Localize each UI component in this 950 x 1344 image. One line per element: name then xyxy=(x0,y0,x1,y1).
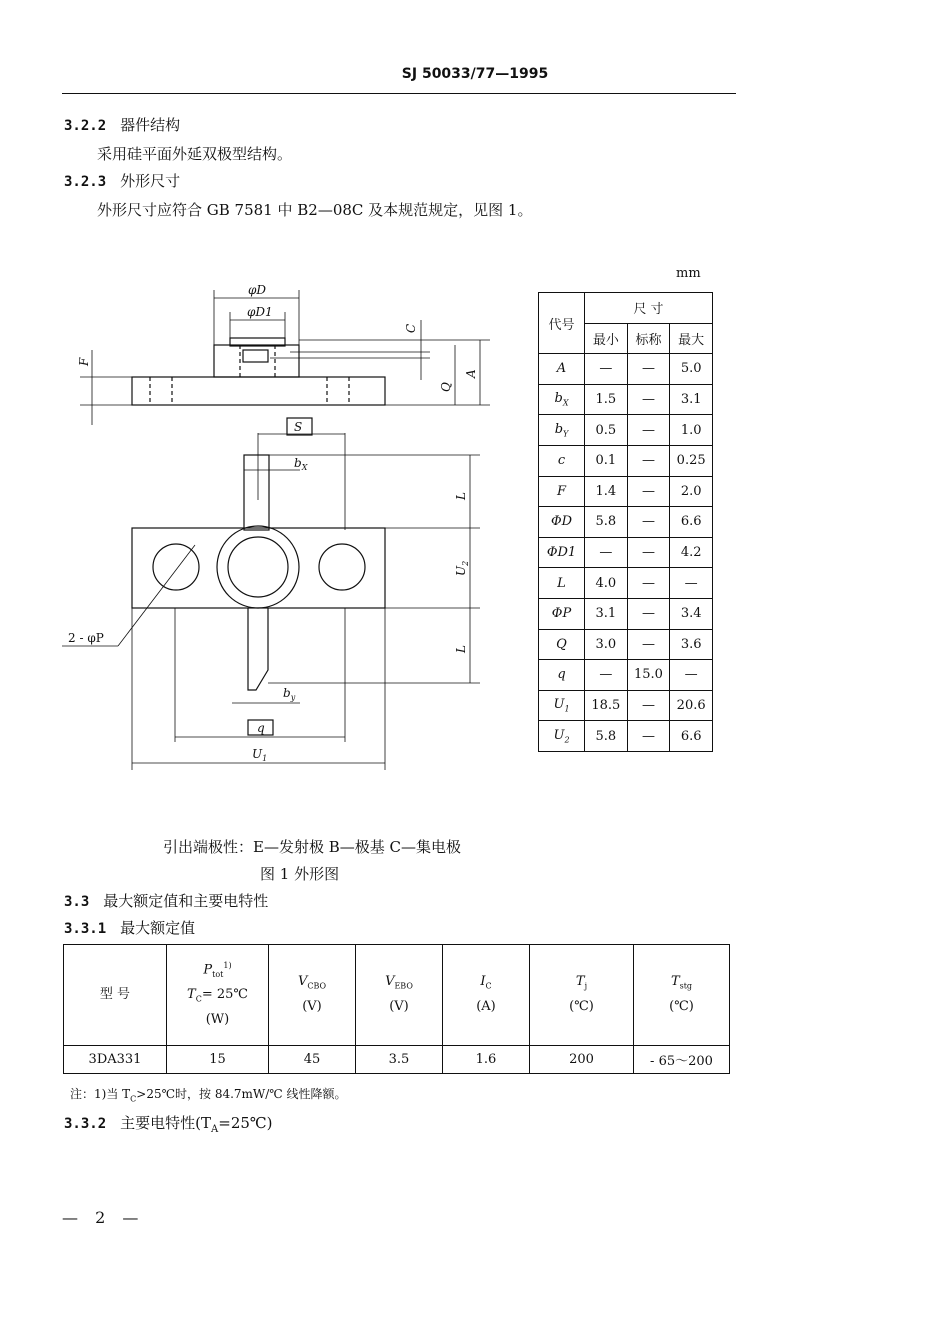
dim-max: — xyxy=(670,660,713,691)
header-ptot: $P_{tot}^{1)}$ $T_C=$ 25℃ (W) xyxy=(167,945,269,1046)
max-ratings-table xyxy=(63,944,730,1074)
dimension-row xyxy=(539,476,713,507)
dim-max: 4.2 xyxy=(670,537,713,568)
header-tj: $T_j$ (℃) xyxy=(530,945,634,1046)
dim-max: 2.0 xyxy=(670,476,713,507)
dim-min: 0.1 xyxy=(585,445,628,476)
dim-max: 3.6 xyxy=(670,629,713,660)
label-l-top: L xyxy=(454,492,468,500)
dim-min: — xyxy=(585,537,628,568)
section-title: 主要电特性(T xyxy=(120,1114,212,1132)
section-title: 最大额定值 xyxy=(120,919,196,937)
dim-code: $b_Y$ xyxy=(539,415,585,446)
section-number: 3.3.1 xyxy=(64,921,107,937)
dim-min: 0.5 xyxy=(585,415,628,446)
label-a: A xyxy=(464,369,478,378)
unit-label: mm xyxy=(676,266,701,281)
dim-nom: — xyxy=(627,507,670,538)
label-s: S xyxy=(294,420,303,434)
dim-min: — xyxy=(585,354,628,385)
dim-nom: — xyxy=(627,384,670,415)
dim-code: q xyxy=(539,660,585,691)
dim-max: 1.0 xyxy=(670,415,713,446)
dim-max: — xyxy=(670,568,713,599)
section-title: 最大额定值和主要电特性 xyxy=(103,892,269,910)
section-3-3-1-heading xyxy=(64,917,195,938)
cell-tj: 200 xyxy=(530,1046,634,1074)
dim-nom: 15.0 xyxy=(627,660,670,691)
header-model: 型 号 xyxy=(64,945,167,1046)
dimension-row xyxy=(539,690,713,721)
section-3-2-2-heading xyxy=(64,114,180,135)
ratings-header-row xyxy=(64,945,730,1046)
dim-nom: — xyxy=(627,415,670,446)
dim-min: — xyxy=(585,660,628,691)
document-number: SJ 50033/77—1995 xyxy=(401,66,549,82)
dim-max: 3.1 xyxy=(670,384,713,415)
label-by: $b_y$ xyxy=(283,686,296,702)
header-max: 最大 xyxy=(670,323,713,354)
dimension-row xyxy=(539,354,713,385)
section-3-3-2-heading: 3.3.2 主要电特性$(T_A=25℃)$ xyxy=(64,1114,273,1135)
cell-ptot: 15 xyxy=(167,1046,269,1074)
section-3-3-heading xyxy=(64,890,268,911)
header-rule xyxy=(62,93,736,94)
dim-code: c xyxy=(539,445,585,476)
header-nom: 标称 xyxy=(627,323,670,354)
dim-min: 5.8 xyxy=(585,507,628,538)
dim-code: $U_2$ xyxy=(539,721,585,752)
top-view xyxy=(62,418,480,770)
header-size-group: 尺 寸 xyxy=(585,293,713,324)
label-q-cap: Q xyxy=(439,382,453,392)
dim-code: L xyxy=(539,568,585,599)
dim-nom: — xyxy=(627,537,670,568)
dim-code: A xyxy=(539,354,585,385)
side-view xyxy=(80,290,490,425)
dimension-row xyxy=(539,384,713,415)
dim-code: ΦD xyxy=(539,507,585,538)
dim-min: 4.0 xyxy=(585,568,628,599)
polarity-note: 引出端极性：E—发射极 B—极基 C—集电极 xyxy=(163,838,461,856)
dim-min: 18.5 xyxy=(585,690,628,721)
ratings-footnote: 注：1)当 $T_C>25℃$时，按 84.7mW/℃ 线性降额。 xyxy=(70,1087,347,1104)
label-u1: $U_1$ xyxy=(252,747,268,763)
dim-code: ΦD1 xyxy=(539,537,585,568)
dim-max: 3.4 xyxy=(670,598,713,629)
dimension-row xyxy=(539,415,713,446)
header-vebo: $V_{EBO}$ (V) xyxy=(356,945,443,1046)
label-l-bottom: L xyxy=(454,645,468,653)
cell-ic: 1.6 xyxy=(443,1046,530,1074)
label-2-phiP: 2 - φP xyxy=(68,631,104,645)
ratings-data-row xyxy=(64,1046,730,1074)
dimension-row xyxy=(539,660,713,691)
label-phiD: φD xyxy=(248,283,267,297)
dim-max: 0.25 xyxy=(670,445,713,476)
dimension-table-header-row xyxy=(539,293,713,324)
dimension-row xyxy=(539,537,713,568)
dimension-row xyxy=(539,721,713,752)
dim-nom: — xyxy=(627,721,670,752)
section-title: 器件结构 xyxy=(120,116,181,134)
dimension-row xyxy=(539,445,713,476)
cell-vcbo: 45 xyxy=(269,1046,356,1074)
section-number: 3.3.2 xyxy=(64,1116,107,1132)
dimension-table-body xyxy=(539,354,713,752)
outline-drawing xyxy=(50,278,520,778)
dim-nom: — xyxy=(627,354,670,385)
dim-code: $b_X$ xyxy=(539,384,585,415)
dimension-row xyxy=(539,629,713,660)
section-3-2-3-body: 外形尺寸应符合 GB 7581 中 B2—08C 及本规范规定，见图 1。 xyxy=(97,201,533,219)
page-number: — 2 — xyxy=(62,1208,145,1227)
section-number: 3.2.2 xyxy=(64,118,107,134)
dim-nom: — xyxy=(627,629,670,660)
dim-nom: — xyxy=(627,476,670,507)
header-tstg: $T_{stg}$ (℃) xyxy=(634,945,730,1046)
dimension-row xyxy=(539,507,713,538)
figure-caption: 图 1 外形图 xyxy=(260,865,340,883)
header-ic: $I_C$ (A) xyxy=(443,945,530,1046)
section-3-2-2-body: 采用硅平面外延双极型结构。 xyxy=(97,145,293,163)
dim-max: 20.6 xyxy=(670,690,713,721)
dim-code: F xyxy=(539,476,585,507)
dim-max: 5.0 xyxy=(670,354,713,385)
cell-model: 3DA331 xyxy=(64,1046,167,1074)
header-vcbo: $V_{CBO}$ (V) xyxy=(269,945,356,1046)
label-c: C xyxy=(404,323,418,333)
dim-min: 3.0 xyxy=(585,629,628,660)
label-bx: $b_X$ xyxy=(294,456,308,472)
header-code: 代号 xyxy=(539,293,585,354)
section-number: 3.2.3 xyxy=(64,174,107,190)
section-3-2-3-heading xyxy=(64,170,180,191)
dim-nom: — xyxy=(627,568,670,599)
dim-min: 1.5 xyxy=(585,384,628,415)
dim-min: 3.1 xyxy=(585,598,628,629)
dim-nom: — xyxy=(627,445,670,476)
dim-max: 6.6 xyxy=(670,507,713,538)
label-u2: $U_2$ xyxy=(454,560,470,576)
header-min: 最小 xyxy=(585,323,628,354)
cell-tstg: - 65～200 xyxy=(634,1046,730,1074)
label-q-small: q xyxy=(257,721,265,735)
dimension-table xyxy=(538,292,713,752)
label-f: F xyxy=(77,357,91,366)
cell-vebo: 3.5 xyxy=(356,1046,443,1074)
dim-min: 5.8 xyxy=(585,721,628,752)
section-title: 外形尺寸 xyxy=(120,172,181,190)
dim-code: ΦP xyxy=(539,598,585,629)
dim-code: $U_1$ xyxy=(539,690,585,721)
dim-nom: — xyxy=(627,598,670,629)
dim-code: Q xyxy=(539,629,585,660)
dim-nom: — xyxy=(627,690,670,721)
dim-max: 6.6 xyxy=(670,721,713,752)
section-number: 3.3 xyxy=(64,894,90,910)
label-phiD1: φD1 xyxy=(247,305,273,319)
dimension-row xyxy=(539,568,713,599)
dimension-row xyxy=(539,598,713,629)
dim-min: 1.4 xyxy=(585,476,628,507)
